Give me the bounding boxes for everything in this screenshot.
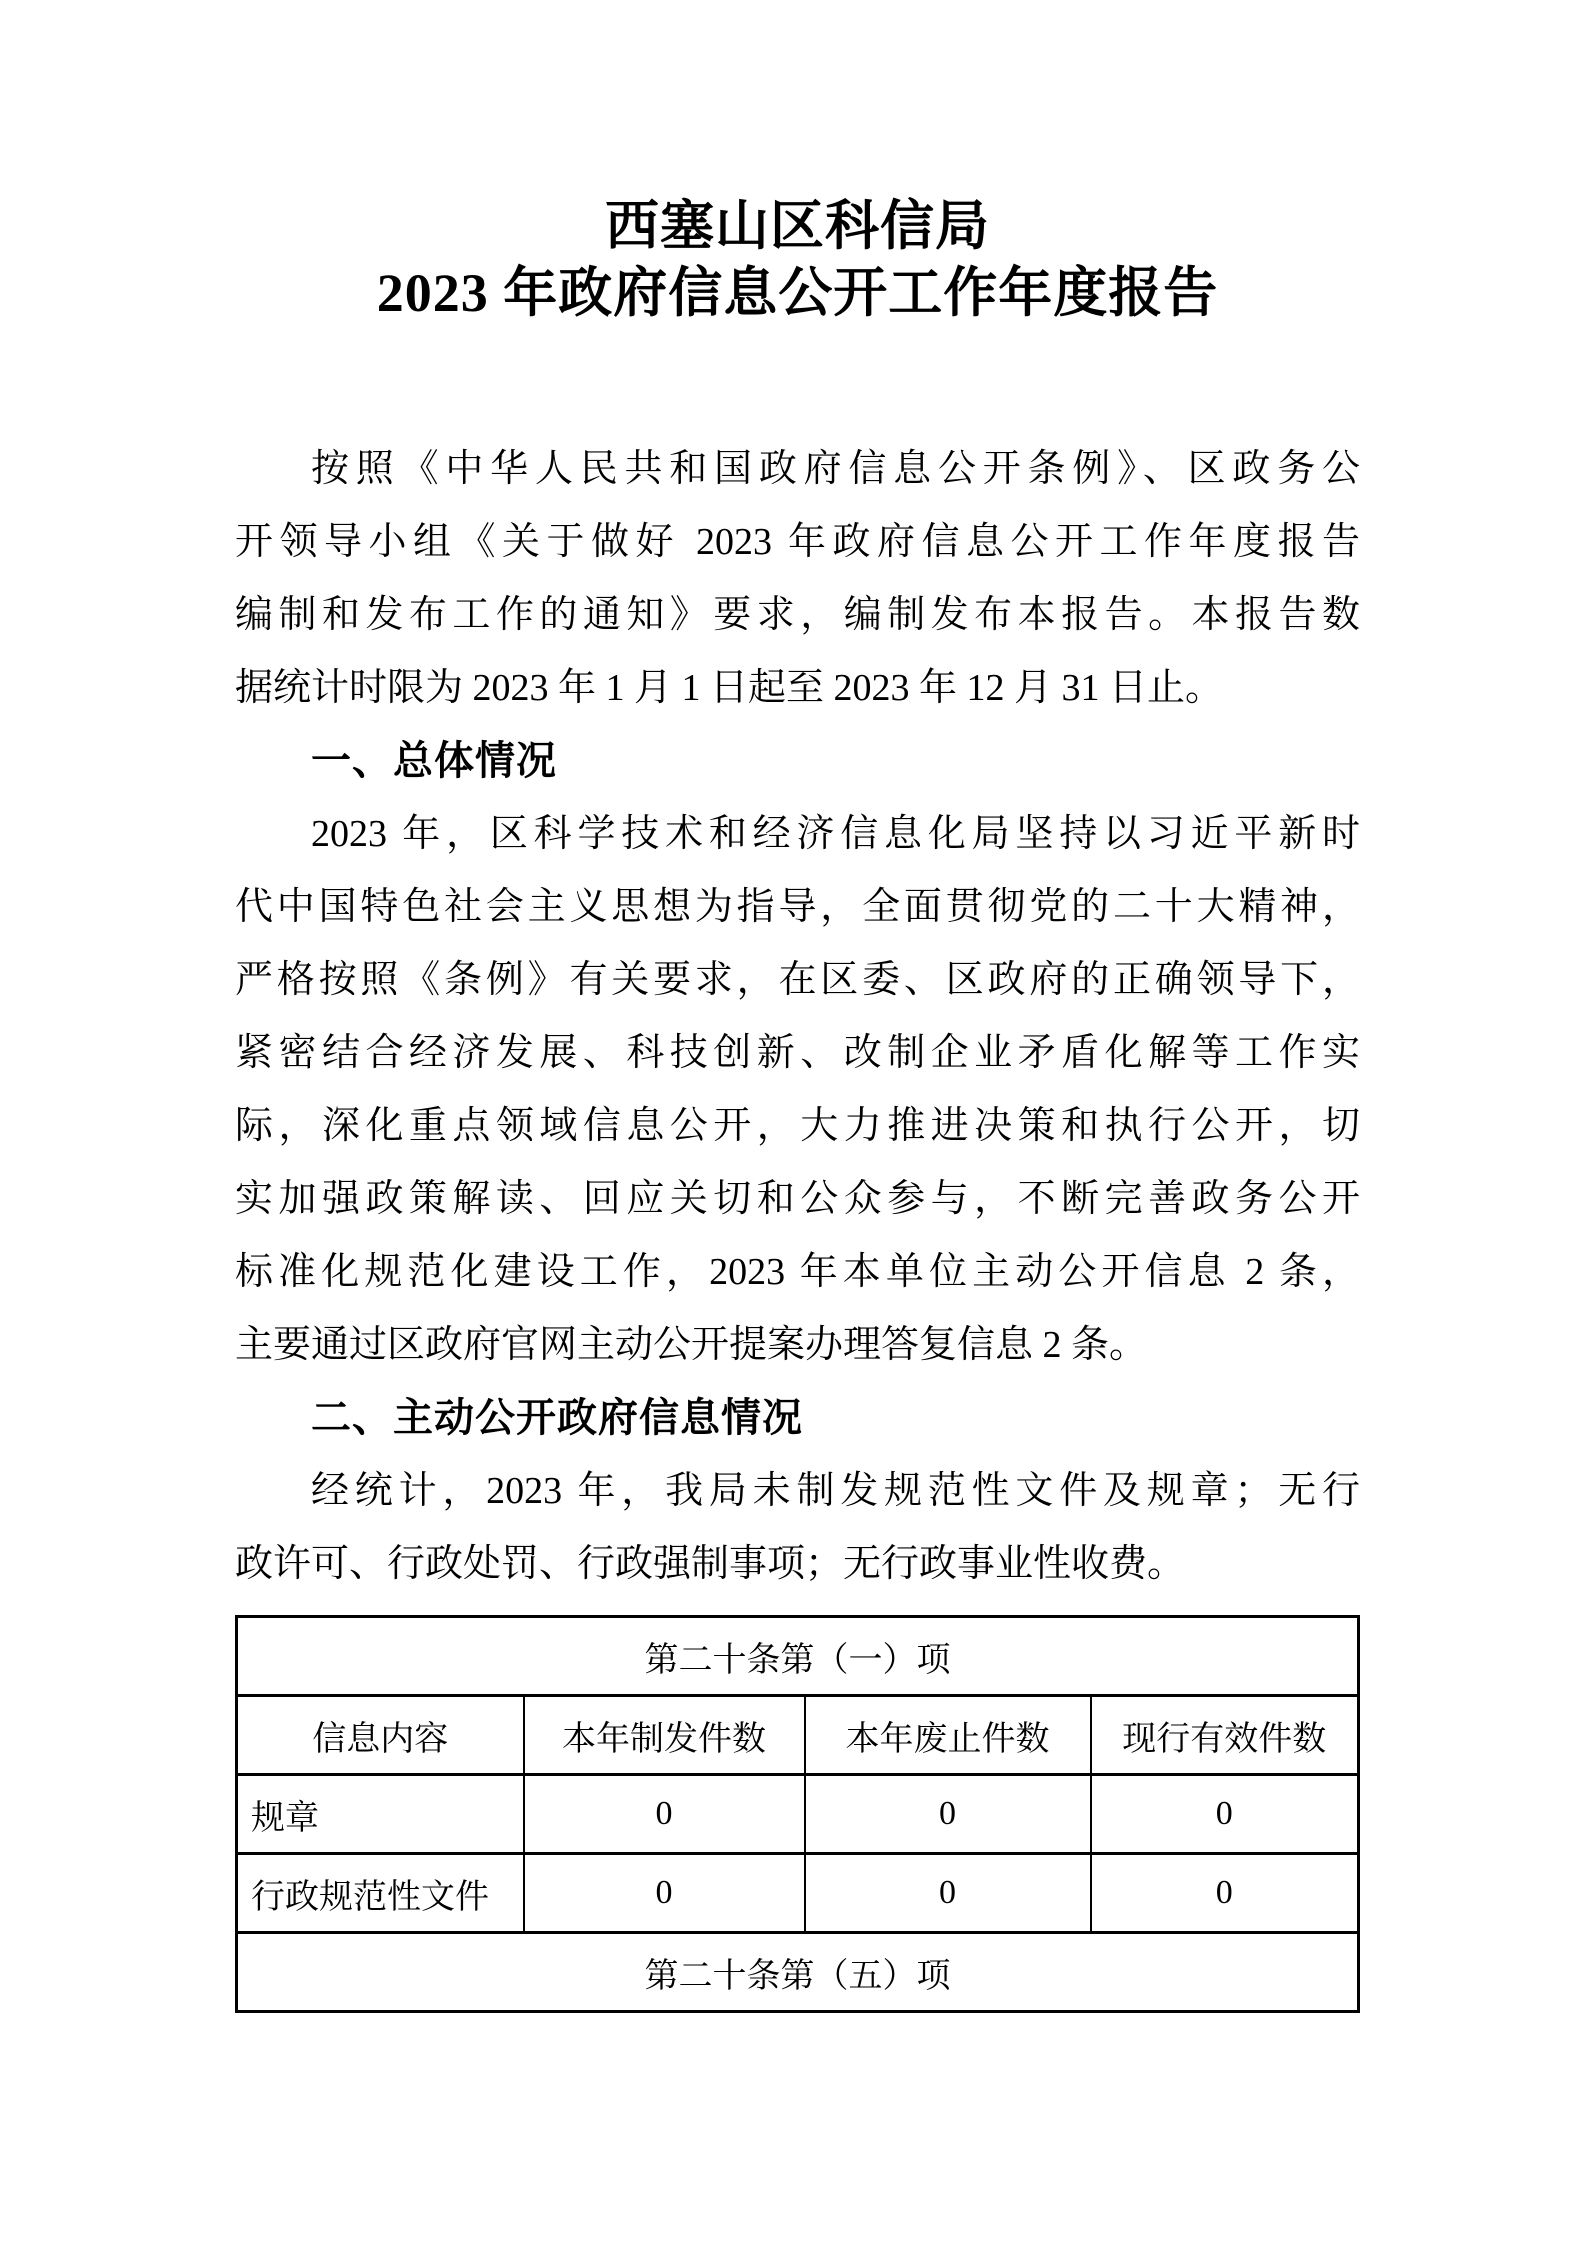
cell-value: 0	[805, 1775, 1091, 1854]
body-line: 实加强政策解读、回应关切和公众参与，不断完善政务公开	[235, 1178, 1360, 1220]
cell-value: 0	[805, 1854, 1091, 1933]
row-label: 规章	[237, 1775, 524, 1854]
title-line-1: 西塞山区科信局	[605, 196, 990, 256]
table-section-header: 第二十条第（一）项	[237, 1617, 1359, 1696]
body-line: 标准化规范化建设工作，2023 年本单位主动公开信息 2 条，	[235, 1251, 1360, 1293]
cell-value: 0	[524, 1854, 805, 1933]
body-line: 开领导小组《关于做好 2023 年政府信息公开工作年度报告	[235, 521, 1360, 563]
statistics-table	[235, 1615, 1360, 2013]
table-row	[237, 1933, 1359, 2012]
body-line: 编制和发布工作的通知》要求，编制发布本报告。本报告数	[235, 594, 1360, 636]
document-body	[235, 433, 1360, 1601]
cell-value: 0	[524, 1775, 805, 1854]
column-header: 本年废止件数	[805, 1696, 1091, 1775]
section-heading: 二、主动公开政府信息情况	[311, 1396, 803, 1440]
body-line: 紧密结合经济发展、科技创新、改制企业矛盾化解等工作实	[235, 1032, 1360, 1074]
cell-value: 0	[1091, 1775, 1359, 1854]
title-line-2: 2023 年政府信息公开工作年度报告	[376, 263, 1219, 323]
body-line: 据统计时限为 2023 年 1 月 1 日起至 2023 年 12 月 31 日止。	[235, 667, 1224, 709]
body-line: 经统计，2023 年，我局未制发规范性文件及规章；无行	[311, 1470, 1360, 1512]
section-heading: 一、总体情况	[311, 739, 557, 783]
column-header: 本年制发件数	[524, 1696, 805, 1775]
table-header-row	[237, 1696, 1359, 1775]
body-line: 际，深化重点领域信息公开，大力推进决策和执行公开，切	[235, 1105, 1360, 1147]
body-line: 代中国特色社会主义思想为指导，全面贯彻党的二十大精神，	[235, 886, 1360, 928]
column-header: 现行有效件数	[1091, 1696, 1359, 1775]
document-title	[235, 193, 1360, 327]
table-row	[237, 1617, 1359, 1696]
table-row	[237, 1775, 1359, 1854]
table-section-footer: 第二十条第（五）项	[237, 1933, 1359, 2012]
body-line: 主要通过区政府官网主动公开提案办理答复信息 2 条。	[235, 1324, 1148, 1366]
cell-value: 0	[1091, 1854, 1359, 1933]
body-line: 2023 年，区科学技术和经济信息化局坚持以习近平新时	[311, 813, 1360, 855]
body-line: 按照《中华人民共和国政府信息公开条例》、区政务公	[311, 448, 1360, 490]
body-line: 严格按照《条例》有关要求，在区委、区政府的正确领导下，	[235, 959, 1360, 1001]
column-header: 信息内容	[237, 1696, 524, 1775]
row-label: 行政规范性文件	[237, 1854, 524, 1933]
body-line: 政许可、行政处罚、行政强制事项；无行政事业性收费。	[235, 1543, 1186, 1585]
table-row	[237, 1854, 1359, 1933]
